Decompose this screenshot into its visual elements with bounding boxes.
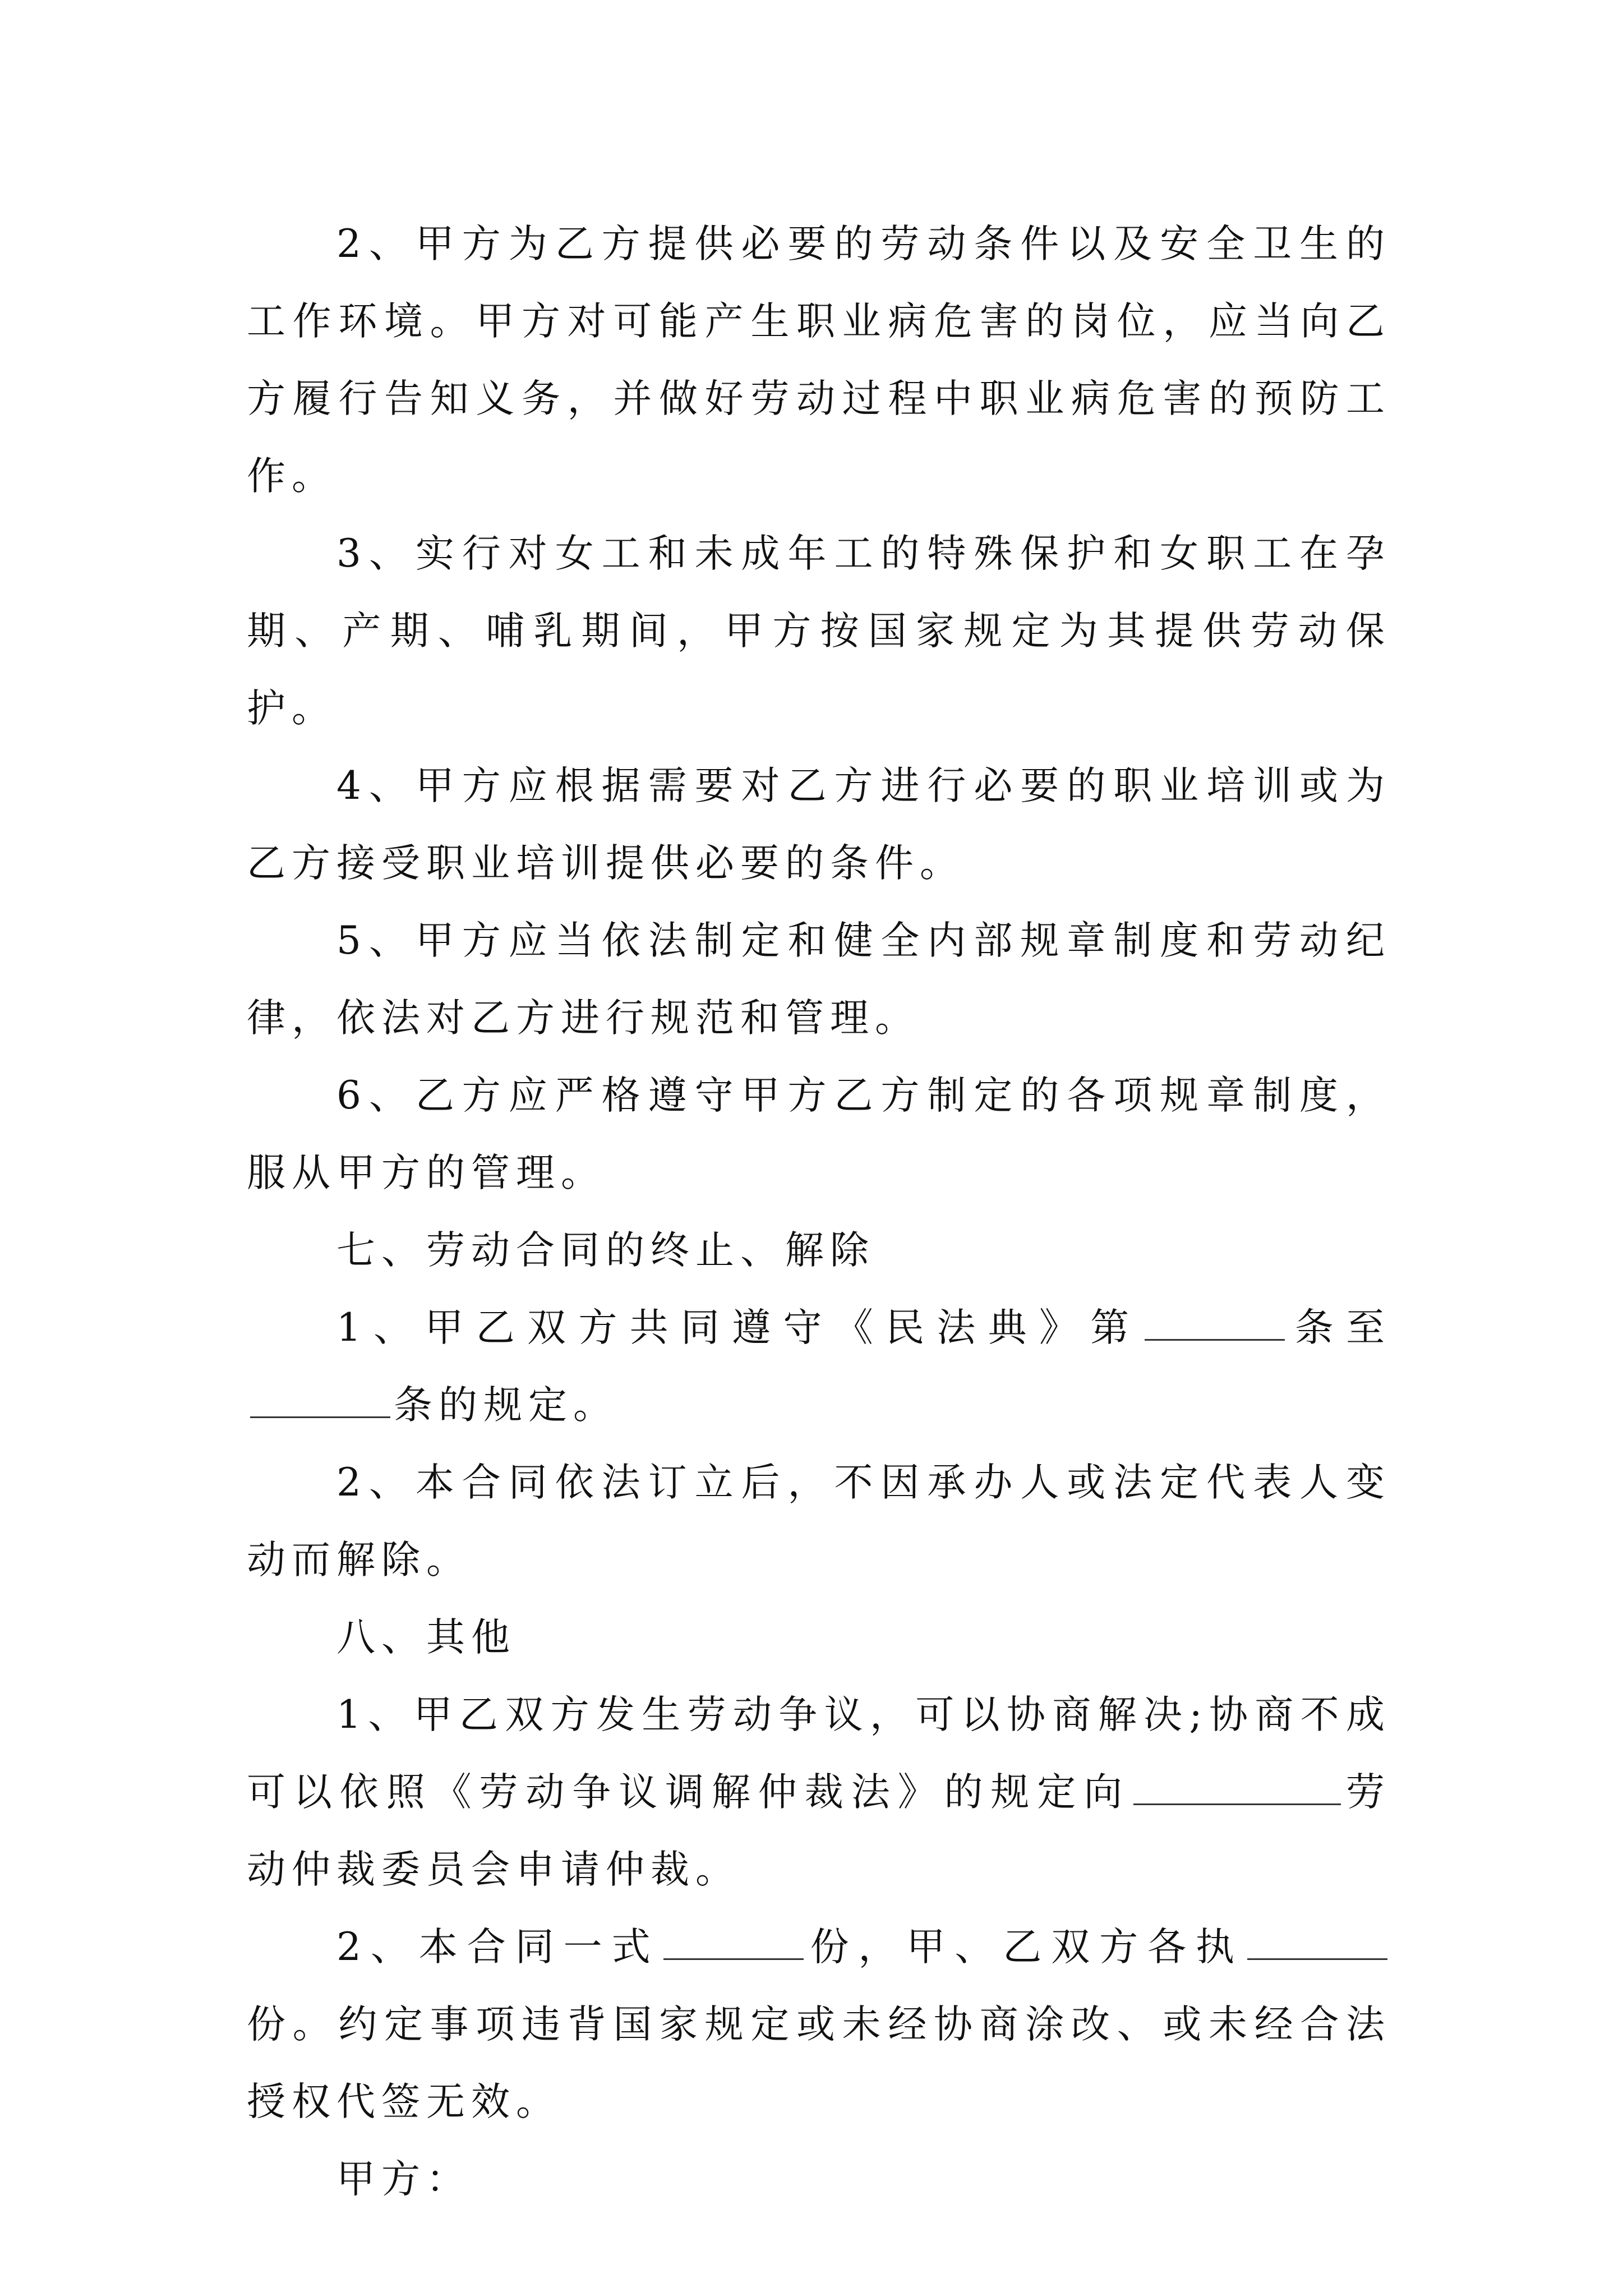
blank-field	[250, 1384, 390, 1418]
clause-6-4: 4、甲方应根据需要对乙方进行必要的职业培训或为乙方接受职业培训提供必要的条件。	[247, 763, 1391, 886]
blank-field	[1133, 1771, 1341, 1805]
clause-7-1	[247, 1289, 1391, 1444]
clause-8-2-text-a: 2、本合同一式	[336, 1925, 660, 1970]
clause-7-1-text-a: 1、甲乙双方共同遵守《民法典》第	[336, 1305, 1142, 1350]
clause-8-1	[247, 1676, 1391, 1908]
contract-body	[247, 205, 1391, 2218]
signature-party-a: 甲方：	[336, 2157, 471, 2202]
clause-8-1-text-b: 劳动仲裁委员会申请仲裁。	[247, 1770, 1391, 1892]
blank-field	[1247, 1926, 1387, 1960]
clause-8-2-text-c: 份。约定事项违背国家规定或未经协商涂改、或未经合法授权代签无效。	[247, 2002, 1391, 2124]
clause-8-1-text-a: 1、甲乙双方发生劳动争议，可以协商解决;协商不成可以依照《劳动争议调解仲裁法》的规定向	[247, 1692, 1391, 1815]
section-heading-8: 八、其他	[336, 1615, 516, 1660]
clause-7-2: 2、本合同依法订立后，不因承办人或法定代表人变动而解除。	[247, 1460, 1391, 1582]
blank-field	[663, 1926, 804, 1960]
clause-6-5: 5、甲方应当依法制定和健全内部规章制度和劳动纪律，依法对乙方进行规范和管理。	[247, 918, 1391, 1041]
clause-6-2: 2、甲方为乙方提供必要的劳动条件以及安全卫生的工作环境。甲方对可能产生职业病危害的岗位，应当向乙方履行告知义务，并做好劳动过程中职业病危害的预防工作。	[247, 222, 1391, 499]
clause-8-2	[247, 1908, 1391, 2141]
clause-6-6: 6、乙方应严格遵守甲方乙方制定的各项规章制度，服从甲方的管理。	[247, 1073, 1391, 1195]
clause-6-3: 3、实行对女工和未成年工的特殊保护和女职工在孕期、产期、哺乳期间，甲方按国家规定为其提供劳动保护。	[247, 531, 1391, 731]
clause-8-2-text-b: 份，甲、乙双方各执	[806, 1925, 1244, 1970]
blank-field	[1145, 1306, 1285, 1341]
section-heading-7: 七、劳动合同的终止、解除	[336, 1228, 875, 1273]
clause-7-1-text-b: 条至	[1288, 1305, 1391, 1350]
clause-7-1-text-c: 条的规定。	[394, 1383, 618, 1428]
